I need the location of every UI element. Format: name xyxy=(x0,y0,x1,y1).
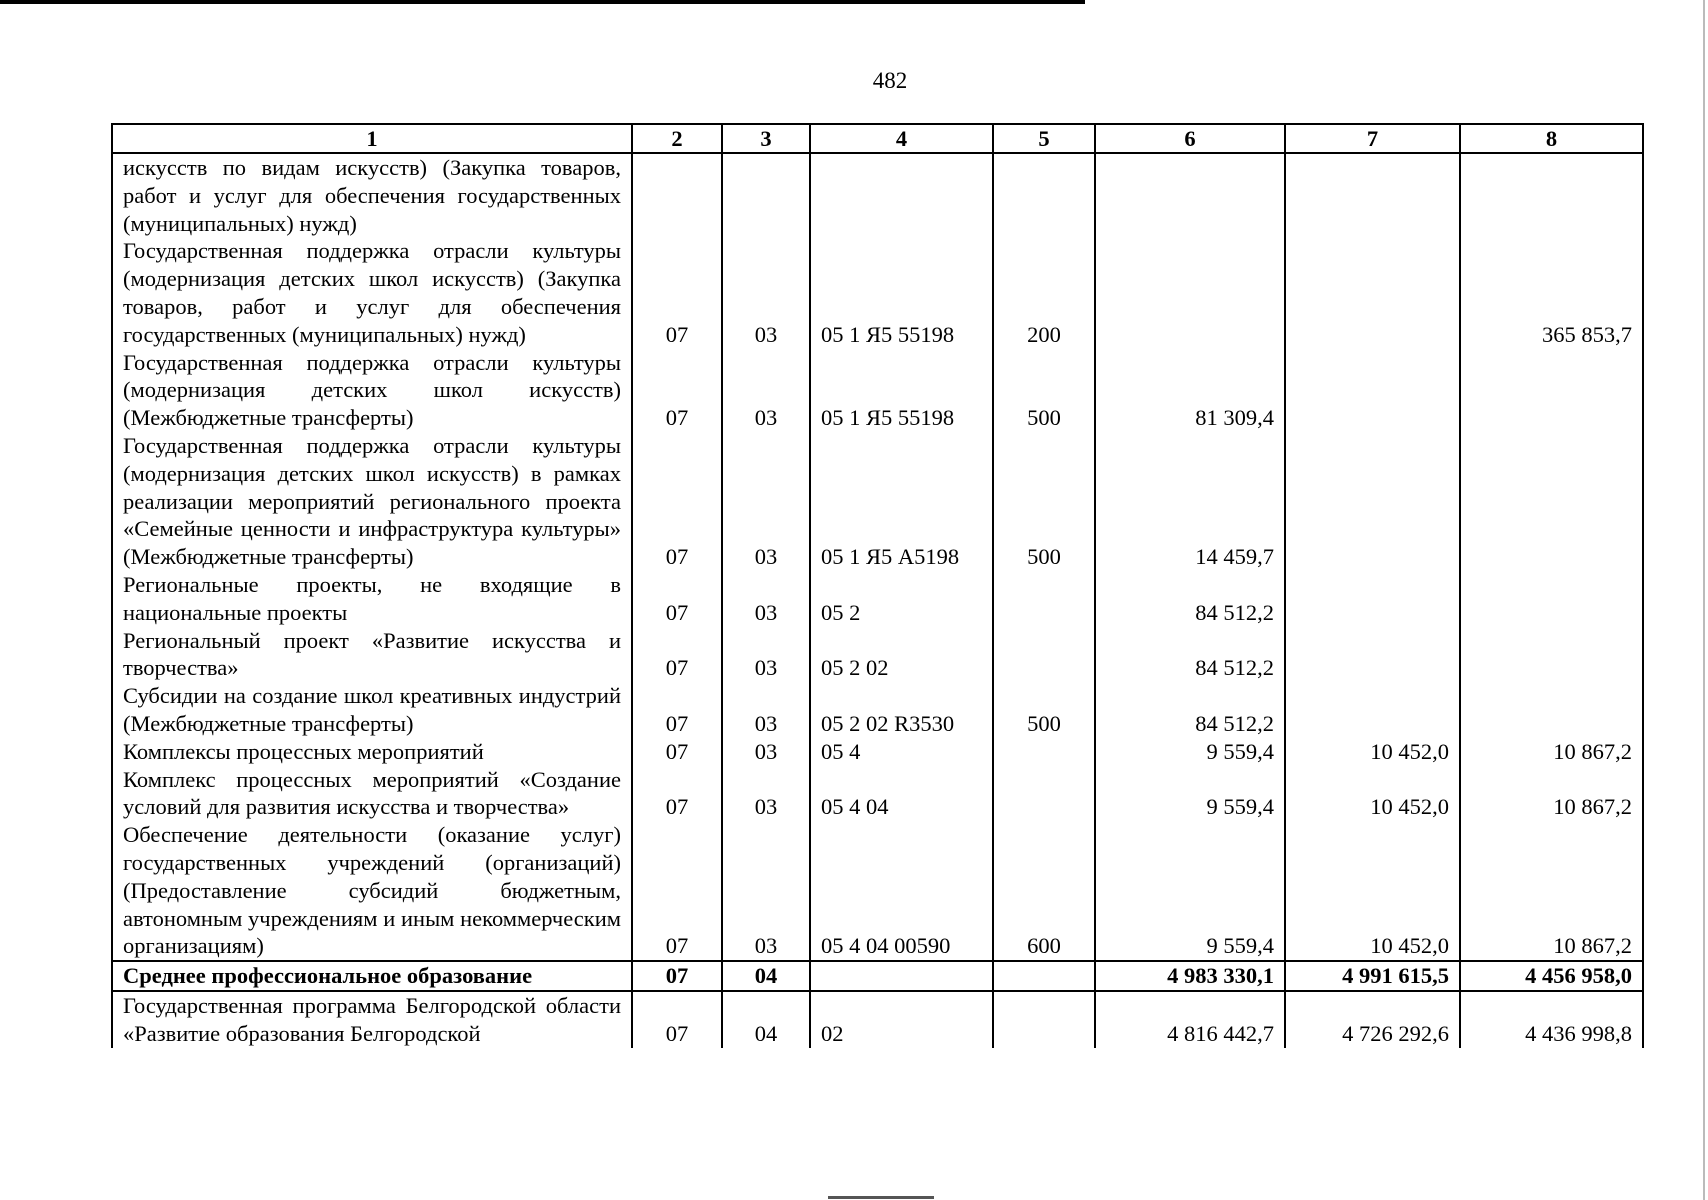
section-code: 07 xyxy=(632,766,722,822)
amount-col-8: 10 867,2 xyxy=(1460,738,1643,766)
amount-col-6: 4 983 330,1 xyxy=(1095,961,1285,991)
amount-col-8: 10 867,2 xyxy=(1460,766,1643,822)
amount-col-6: 14 459,7 xyxy=(1095,432,1285,571)
target-article-code: 05 2 02 R3530 xyxy=(810,682,993,738)
amount-col-7: 10 452,0 xyxy=(1285,738,1460,766)
row-description: Обеспечение деятельности (оказание услуг) государственных учреждений (организаций) (Предоставление субсидий бюджетным, автономным учреждениям и иным некоммерческим организациям) xyxy=(112,821,632,961)
target-article-code: 05 1 Я5 А5198 xyxy=(810,432,993,571)
target-article-code: 05 2 xyxy=(810,571,993,627)
expense-type-code xyxy=(993,627,1095,683)
row-description: Комплекс процессных мероприятий «Создание условий для развития искусства и творчества» xyxy=(112,766,632,822)
table-row xyxy=(112,766,1643,822)
column-header-2: 2 xyxy=(632,124,722,153)
amount-col-7 xyxy=(1285,432,1460,571)
amount-col-8 xyxy=(1460,153,1643,237)
row-description: искусств по видам искусств) (Закупка товаров, работ и услуг для обеспечения государственных (муниципальных) нужд) xyxy=(112,153,632,237)
section-code: 07 xyxy=(632,738,722,766)
subsection-code: 03 xyxy=(722,682,810,738)
table-row xyxy=(112,237,1643,348)
column-header-8: 8 xyxy=(1460,124,1643,153)
amount-col-6: 84 512,2 xyxy=(1095,682,1285,738)
amount-col-7 xyxy=(1285,237,1460,348)
amount-col-6: 9 559,4 xyxy=(1095,766,1285,822)
subsection-code: 03 xyxy=(722,237,810,348)
section-code: 07 xyxy=(632,349,722,432)
amount-col-7: 4 991 615,5 xyxy=(1285,961,1460,991)
row-description: Региональные проекты, не входящие в национальные проекты xyxy=(112,571,632,627)
row-description: Комплексы процессных мероприятий xyxy=(112,738,632,766)
table-row-total xyxy=(112,961,1643,991)
subsection-code: 03 xyxy=(722,738,810,766)
table-body xyxy=(112,153,1643,1048)
expense-type-code: 500 xyxy=(993,682,1095,738)
subsection-code: 03 xyxy=(722,432,810,571)
amount-col-7: 4 726 292,6 xyxy=(1285,991,1460,1048)
amount-col-8 xyxy=(1460,432,1643,571)
header-row xyxy=(112,124,1643,153)
section-code: 07 xyxy=(632,991,722,1048)
column-header-1: 1 xyxy=(112,124,632,153)
top-rule xyxy=(0,0,1085,4)
table-row xyxy=(112,682,1643,738)
subsection-code xyxy=(722,153,810,237)
table-row xyxy=(112,571,1643,627)
subsection-code: 03 xyxy=(722,766,810,822)
amount-col-7 xyxy=(1285,627,1460,683)
page-edge-rule xyxy=(1703,0,1705,1200)
amount-col-8: 4 456 958,0 xyxy=(1460,961,1643,991)
target-article-code: 05 4 xyxy=(810,738,993,766)
row-description: Среднее профессиональное образование xyxy=(112,961,632,991)
target-article-code: 02 xyxy=(810,991,993,1048)
section-code: 07 xyxy=(632,627,722,683)
column-header-7: 7 xyxy=(1285,124,1460,153)
expense-type-code xyxy=(993,961,1095,991)
table-row xyxy=(112,349,1643,432)
expense-type-code xyxy=(993,571,1095,627)
amount-col-6: 81 309,4 xyxy=(1095,349,1285,432)
subsection-code: 03 xyxy=(722,571,810,627)
expense-type-code: 500 xyxy=(993,432,1095,571)
expense-type-code: 500 xyxy=(993,349,1095,432)
amount-col-8 xyxy=(1460,627,1643,683)
section-code: 07 xyxy=(632,682,722,738)
amount-col-8: 10 867,2 xyxy=(1460,821,1643,961)
table-header xyxy=(112,124,1643,153)
section-code: 07 xyxy=(632,432,722,571)
target-article-code: 05 1 Я5 55198 xyxy=(810,349,993,432)
target-article-code: 05 1 Я5 55198 xyxy=(810,237,993,348)
amount-col-8: 365 853,7 xyxy=(1460,237,1643,348)
amount-col-7 xyxy=(1285,349,1460,432)
column-header-3: 3 xyxy=(722,124,810,153)
table-row xyxy=(112,432,1643,571)
row-description: Государственная программа Белгородской области «Развитие образования Белгородской xyxy=(112,991,632,1048)
expense-type-code: 600 xyxy=(993,821,1095,961)
amount-col-6 xyxy=(1095,237,1285,348)
expense-type-code xyxy=(993,153,1095,237)
expense-type-code xyxy=(993,738,1095,766)
page-number: 482 xyxy=(872,68,908,93)
target-article-code: 05 4 04 xyxy=(810,766,993,822)
table-row xyxy=(112,153,1643,237)
amount-col-7 xyxy=(1285,153,1460,237)
expense-type-code: 200 xyxy=(993,237,1095,348)
section-code: 07 xyxy=(632,821,722,961)
amount-col-7 xyxy=(1285,571,1460,627)
amount-col-6: 84 512,2 xyxy=(1095,571,1285,627)
subsection-code: 03 xyxy=(722,821,810,961)
row-description: Государственная поддержка отрасли культуры (модернизация детских школ искусств) (Межбюджетные трансферты) xyxy=(112,349,632,432)
column-header-4: 4 xyxy=(810,124,993,153)
row-description: Региональный проект «Развитие искусства и творчества» xyxy=(112,627,632,683)
amount-col-6: 9 559,4 xyxy=(1095,738,1285,766)
section-code: 07 xyxy=(632,961,722,991)
amount-col-7: 10 452,0 xyxy=(1285,821,1460,961)
amount-col-6: 84 512,2 xyxy=(1095,627,1285,683)
bottom-mark xyxy=(828,1196,934,1199)
target-article-code xyxy=(810,153,993,237)
subsection-code: 03 xyxy=(722,627,810,683)
section-code: 07 xyxy=(632,237,722,348)
table-row xyxy=(112,821,1643,961)
subsection-code: 03 xyxy=(722,349,810,432)
column-header-6: 6 xyxy=(1095,124,1285,153)
amount-col-8: 4 436 998,8 xyxy=(1460,991,1643,1048)
expense-type-code xyxy=(993,991,1095,1048)
amount-col-7 xyxy=(1285,682,1460,738)
subsection-code: 04 xyxy=(722,961,810,991)
amount-col-8 xyxy=(1460,571,1643,627)
column-header-5: 5 xyxy=(993,124,1095,153)
amount-col-6 xyxy=(1095,153,1285,237)
amount-col-8 xyxy=(1460,349,1643,432)
target-article-code: 05 2 02 xyxy=(810,627,993,683)
section-code: 07 xyxy=(632,571,722,627)
amount-col-8 xyxy=(1460,682,1643,738)
subsection-code: 04 xyxy=(722,991,810,1048)
section-code xyxy=(632,153,722,237)
table-row xyxy=(112,627,1643,683)
row-description: Государственная поддержка отрасли культуры (модернизация детских школ искусств) в рамках реализации мероприятий регионального проекта «Семейные ценности и инфраструктура культуры» (Межбюджетные трансферты) xyxy=(112,432,632,571)
amount-col-7: 10 452,0 xyxy=(1285,766,1460,822)
budget-table xyxy=(111,123,1644,1048)
amount-col-6: 4 816 442,7 xyxy=(1095,991,1285,1048)
row-description: Субсидии на создание школ креативных индустрий (Межбюджетные трансферты) xyxy=(112,682,632,738)
row-description: Государственная поддержка отрасли культуры (модернизация детских школ искусств) (Закупка товаров, работ и услуг для обеспечения государственных (муниципальных) нужд) xyxy=(112,237,632,348)
target-article-code xyxy=(810,961,993,991)
expense-type-code xyxy=(993,766,1095,822)
target-article-code: 05 4 04 00590 xyxy=(810,821,993,961)
table-row xyxy=(112,738,1643,766)
table-row xyxy=(112,991,1643,1048)
amount-col-6: 9 559,4 xyxy=(1095,821,1285,961)
